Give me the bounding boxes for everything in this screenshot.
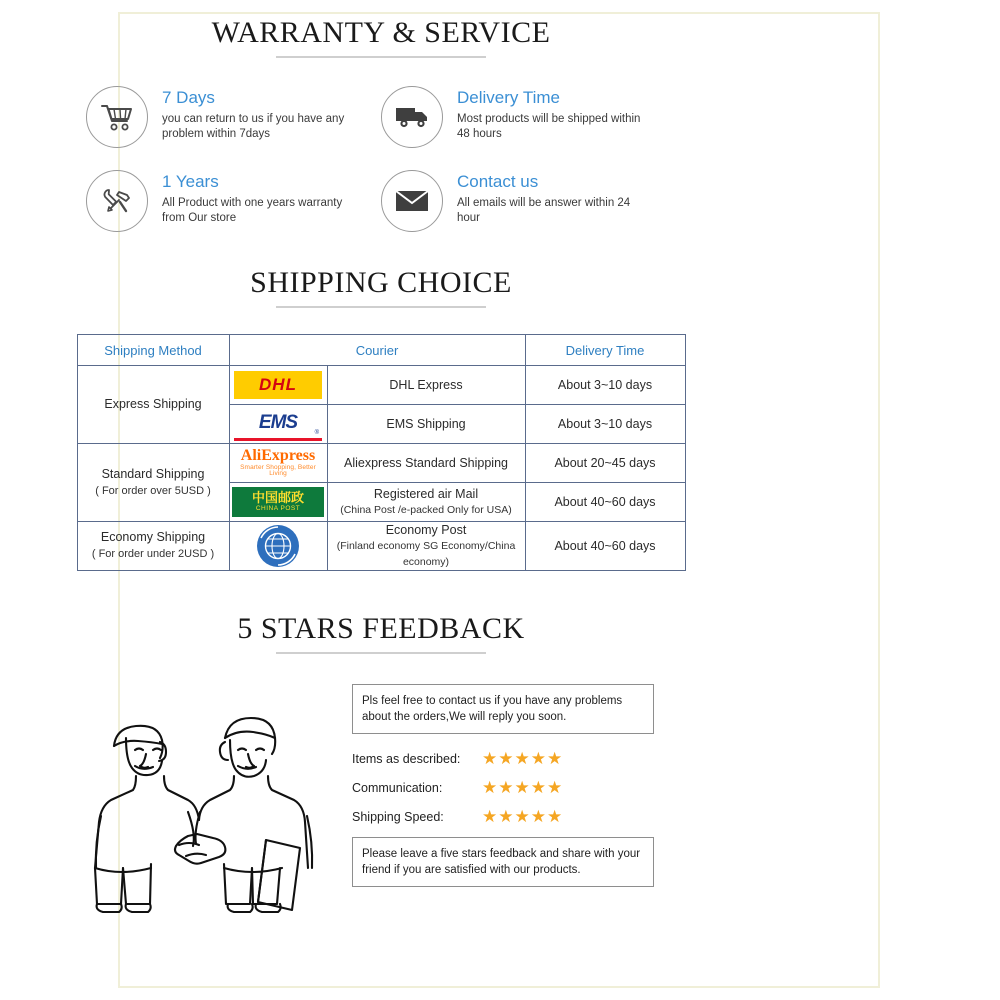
shipping-title-rule bbox=[276, 306, 486, 308]
method-label: Express Shipping bbox=[104, 397, 202, 411]
un-globe-logo bbox=[255, 523, 301, 569]
shipping-section bbox=[0, 266, 762, 571]
warranty-item-desc: All Product with one years warranty from Our store bbox=[162, 197, 343, 224]
cell-courier-aliexpress: Aliexpress Standard Shipping bbox=[327, 444, 525, 483]
cell-time-ems: About 3~10 days bbox=[525, 405, 685, 444]
delivery-truck-icon bbox=[381, 86, 443, 148]
courier-label: Economy Post bbox=[385, 523, 467, 537]
cell-logo-un bbox=[229, 522, 327, 571]
table-row bbox=[77, 366, 685, 405]
rating-label: Shipping Speed: bbox=[352, 809, 444, 824]
warranty-item-text bbox=[162, 170, 347, 226]
warranty-item-desc: All emails will be answer within 24 hour bbox=[457, 197, 631, 224]
warranty-section bbox=[0, 16, 762, 232]
handshake-illustration bbox=[80, 680, 330, 930]
header-courier: Courier bbox=[229, 335, 525, 366]
warranty-item-contact-us bbox=[381, 170, 676, 232]
cell-courier-dhl: DHL Express bbox=[327, 366, 525, 405]
shopping-cart-icon bbox=[86, 86, 148, 148]
courier-label: Registered air Mail bbox=[373, 487, 479, 501]
dhl-logo bbox=[234, 371, 322, 399]
dhl-logo-text: DHL bbox=[259, 375, 297, 394]
warranty-title: WARRANTY & SERVICE bbox=[211, 16, 551, 49]
feedback-note-bottom: Please leave a five stars feedback and share with your friend if you are satisfied with our products. bbox=[352, 837, 654, 887]
warranty-item-head: Delivery Time bbox=[457, 88, 560, 107]
feedback-title: 5 STARS FEEDBACK bbox=[237, 612, 525, 645]
warranty-item-delivery-time bbox=[381, 86, 676, 148]
cell-time-china-post: About 40~60 days bbox=[525, 483, 685, 522]
cell-method-standard bbox=[77, 444, 229, 522]
rating-row-communication bbox=[352, 779, 654, 796]
method-sublabel: ( For order over 5USD ) bbox=[95, 484, 211, 497]
cell-time-dhl: About 3~10 days bbox=[525, 366, 685, 405]
cell-time-aliexpress: About 20~45 days bbox=[525, 444, 685, 483]
cell-method-economy bbox=[77, 522, 229, 571]
rating-stars: ★★★★★ bbox=[482, 749, 564, 768]
warranty-item-desc: you can return to us if you have any problem within 7days bbox=[162, 113, 345, 140]
cell-method-express bbox=[77, 366, 229, 444]
rating-row-items-as-described bbox=[352, 750, 654, 767]
courier-sublabel: (Finland economy SG Economy/China economy) bbox=[336, 540, 516, 568]
aliexpress-logo-text: AliExpress bbox=[240, 446, 316, 464]
warranty-item-text bbox=[457, 170, 642, 226]
feedback-body bbox=[0, 680, 762, 930]
china-post-logo-text: 中国邮政 bbox=[251, 490, 304, 506]
cell-logo-ems bbox=[229, 405, 327, 444]
table-row bbox=[77, 522, 685, 571]
ems-logo-mark: ® bbox=[314, 429, 319, 436]
feedback-section bbox=[0, 612, 762, 930]
shipping-table bbox=[77, 334, 686, 571]
feedback-note-top: Pls feel free to contact us if you have any problems about the orders,We will reply you soon. bbox=[352, 684, 654, 734]
warranty-grid bbox=[86, 86, 676, 232]
header-shipping-method: Shipping Method bbox=[77, 335, 229, 366]
cell-logo-china-post bbox=[229, 483, 327, 522]
tools-icon bbox=[86, 170, 148, 232]
warranty-item-text bbox=[162, 86, 347, 142]
rating-label: Items as described: bbox=[352, 751, 461, 766]
table-header-row bbox=[77, 335, 685, 366]
cell-courier-ems: EMS Shipping bbox=[327, 405, 525, 444]
warranty-item-head: 7 Days bbox=[162, 88, 215, 107]
aliexpress-logo bbox=[232, 448, 324, 478]
method-label: Standard Shipping bbox=[101, 466, 205, 481]
warranty-item-7-days bbox=[86, 86, 381, 148]
method-sublabel: ( For order under 2USD ) bbox=[91, 548, 215, 560]
warranty-item-1-years bbox=[86, 170, 381, 232]
china-post-logo-sub: CHINA POST bbox=[255, 505, 301, 513]
courier-sublabel: (China Post /e-packed Only for USA) bbox=[340, 504, 512, 516]
warranty-item-head: Contact us bbox=[457, 172, 539, 191]
cell-courier-economy bbox=[327, 522, 525, 571]
warranty-item-head: 1 Years bbox=[162, 172, 219, 191]
rating-label: Communication: bbox=[352, 780, 443, 795]
warranty-item-desc: Most products will be shipped within 48 hours bbox=[457, 113, 641, 140]
rating-stars: ★★★★★ bbox=[482, 807, 564, 826]
china-post-logo bbox=[232, 487, 324, 517]
feedback-title-rule bbox=[276, 652, 486, 654]
cell-logo-dhl bbox=[229, 366, 327, 405]
rating-list bbox=[352, 750, 654, 825]
ems-logo-text: EMS bbox=[258, 411, 298, 433]
ems-logo bbox=[234, 408, 322, 441]
envelope-icon bbox=[381, 170, 443, 232]
cell-logo-aliexpress bbox=[229, 444, 327, 483]
aliexpress-logo-tagline: Smarter Shopping, Better Living bbox=[240, 463, 316, 478]
method-label: Economy Shipping bbox=[100, 530, 206, 544]
rating-stars: ★★★★★ bbox=[482, 778, 564, 797]
cell-courier-china-post bbox=[327, 483, 525, 522]
warranty-item-text bbox=[457, 86, 642, 142]
header-delivery-time: Delivery Time bbox=[525, 335, 685, 366]
rating-row-shipping-speed bbox=[352, 808, 654, 825]
warranty-title-rule bbox=[276, 56, 486, 58]
table-row bbox=[77, 444, 685, 483]
feedback-panel bbox=[352, 684, 654, 887]
cell-time-economy: About 40~60 days bbox=[525, 522, 685, 571]
shipping-title: SHIPPING CHOICE bbox=[250, 266, 512, 299]
